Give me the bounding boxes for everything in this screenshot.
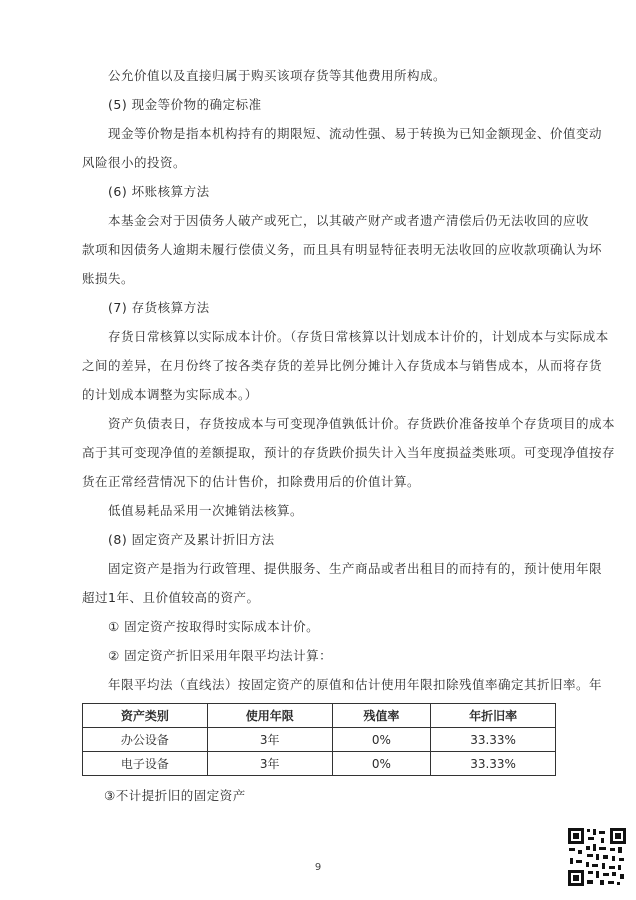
list-item: ② 固定资产折旧采用年限平均法计算： bbox=[108, 648, 333, 663]
paragraph-line: 的计划成本调整为实际成本。） bbox=[82, 387, 258, 402]
table-cell: 3年 bbox=[207, 728, 332, 752]
table-header-cell: 资产类别 bbox=[83, 704, 208, 728]
section-heading: (6) 坏账核算方法 bbox=[108, 184, 210, 199]
section-heading: (8) 固定资产及累计折旧方法 bbox=[108, 532, 275, 547]
table-header-row bbox=[83, 704, 556, 728]
table-cell: 电子设备 bbox=[83, 752, 208, 776]
paragraph-line: 超过1年、且价值较高的资产。 bbox=[82, 590, 260, 605]
table-cell: 0% bbox=[332, 728, 431, 752]
table-cell: 3年 bbox=[207, 752, 332, 776]
table-row bbox=[83, 728, 556, 752]
table-cell: 0% bbox=[332, 752, 431, 776]
paragraph-line: 款项和因债务人逾期未履行偿债义务，而且具有明显特征表明无法收回的应收款项确认为坏 bbox=[82, 242, 603, 257]
section-heading: (7) 存货核算方法 bbox=[108, 300, 210, 315]
paragraph-line: 之间的差异，在月份终了按各类存货的差异比例分摊计入存货成本与销售成本，从而将存货 bbox=[82, 358, 603, 373]
paragraph-line: 资产负债表日，存货按成本与可变现净值孰低计价。存货跌价准备按单个存货项目的成本 bbox=[108, 416, 616, 431]
list-item: ① 固定资产按取得时实际成本计价。 bbox=[108, 619, 320, 634]
paragraph-line: 低值易耗品采用一次摊销法核算。 bbox=[108, 503, 304, 518]
paragraph-line: 高于其可变现净值的差额提取，预计的存货跌价损失计入当年度损益类账项。可变现净值按存 bbox=[82, 445, 616, 460]
paragraph-line: 现金等价物是指本机构持有的期限短、流动性强、易于转换为已知金额现金、价值变动 bbox=[108, 126, 603, 141]
depreciation-table bbox=[82, 703, 556, 776]
paragraph-line: 本基金会对于因债务人破产或死亡，以其破产财产或者遗产清偿后仍无法收回的应收 bbox=[108, 213, 590, 228]
table-cell: 33.33% bbox=[431, 752, 556, 776]
paragraph-line: ③不计提折旧的固定资产 bbox=[104, 788, 246, 803]
paragraph-line: 公允价值以及直接归属于购买该项存货等其他费用所构成。 bbox=[108, 68, 447, 83]
qr-code-icon bbox=[566, 826, 628, 888]
table-header-cell: 年折旧率 bbox=[431, 704, 556, 728]
paragraph-line: 固定资产是指为行政管理、提供服务、生产商品或者出租目的而持有的，预计使用年限 bbox=[108, 561, 603, 576]
section-heading: (5) 现金等价物的确定标准 bbox=[108, 97, 262, 112]
paragraph-line: 货在正常经营情况下的估计售价，扣除费用后的价值计算。 bbox=[82, 474, 421, 489]
table-header-cell: 使用年限 bbox=[207, 704, 332, 728]
paragraph-line: 风险很小的投资。 bbox=[82, 155, 187, 170]
table-cell: 33.33% bbox=[431, 728, 556, 752]
table-row bbox=[83, 752, 556, 776]
table-cell: 办公设备 bbox=[83, 728, 208, 752]
page-number: 9 bbox=[314, 862, 322, 873]
table-header-cell: 残值率 bbox=[332, 704, 431, 728]
paragraph-line: 年限平均法（直线法）按固定资产的原值和估计使用年限扣除残值率确定其折旧率。年 bbox=[108, 677, 603, 692]
paragraph-line: 账损失。 bbox=[82, 271, 135, 286]
paragraph-line: 存货日常核算以实际成本计价。（存货日常核算以计划成本计价的，计划成本与实际成本 bbox=[108, 329, 609, 344]
